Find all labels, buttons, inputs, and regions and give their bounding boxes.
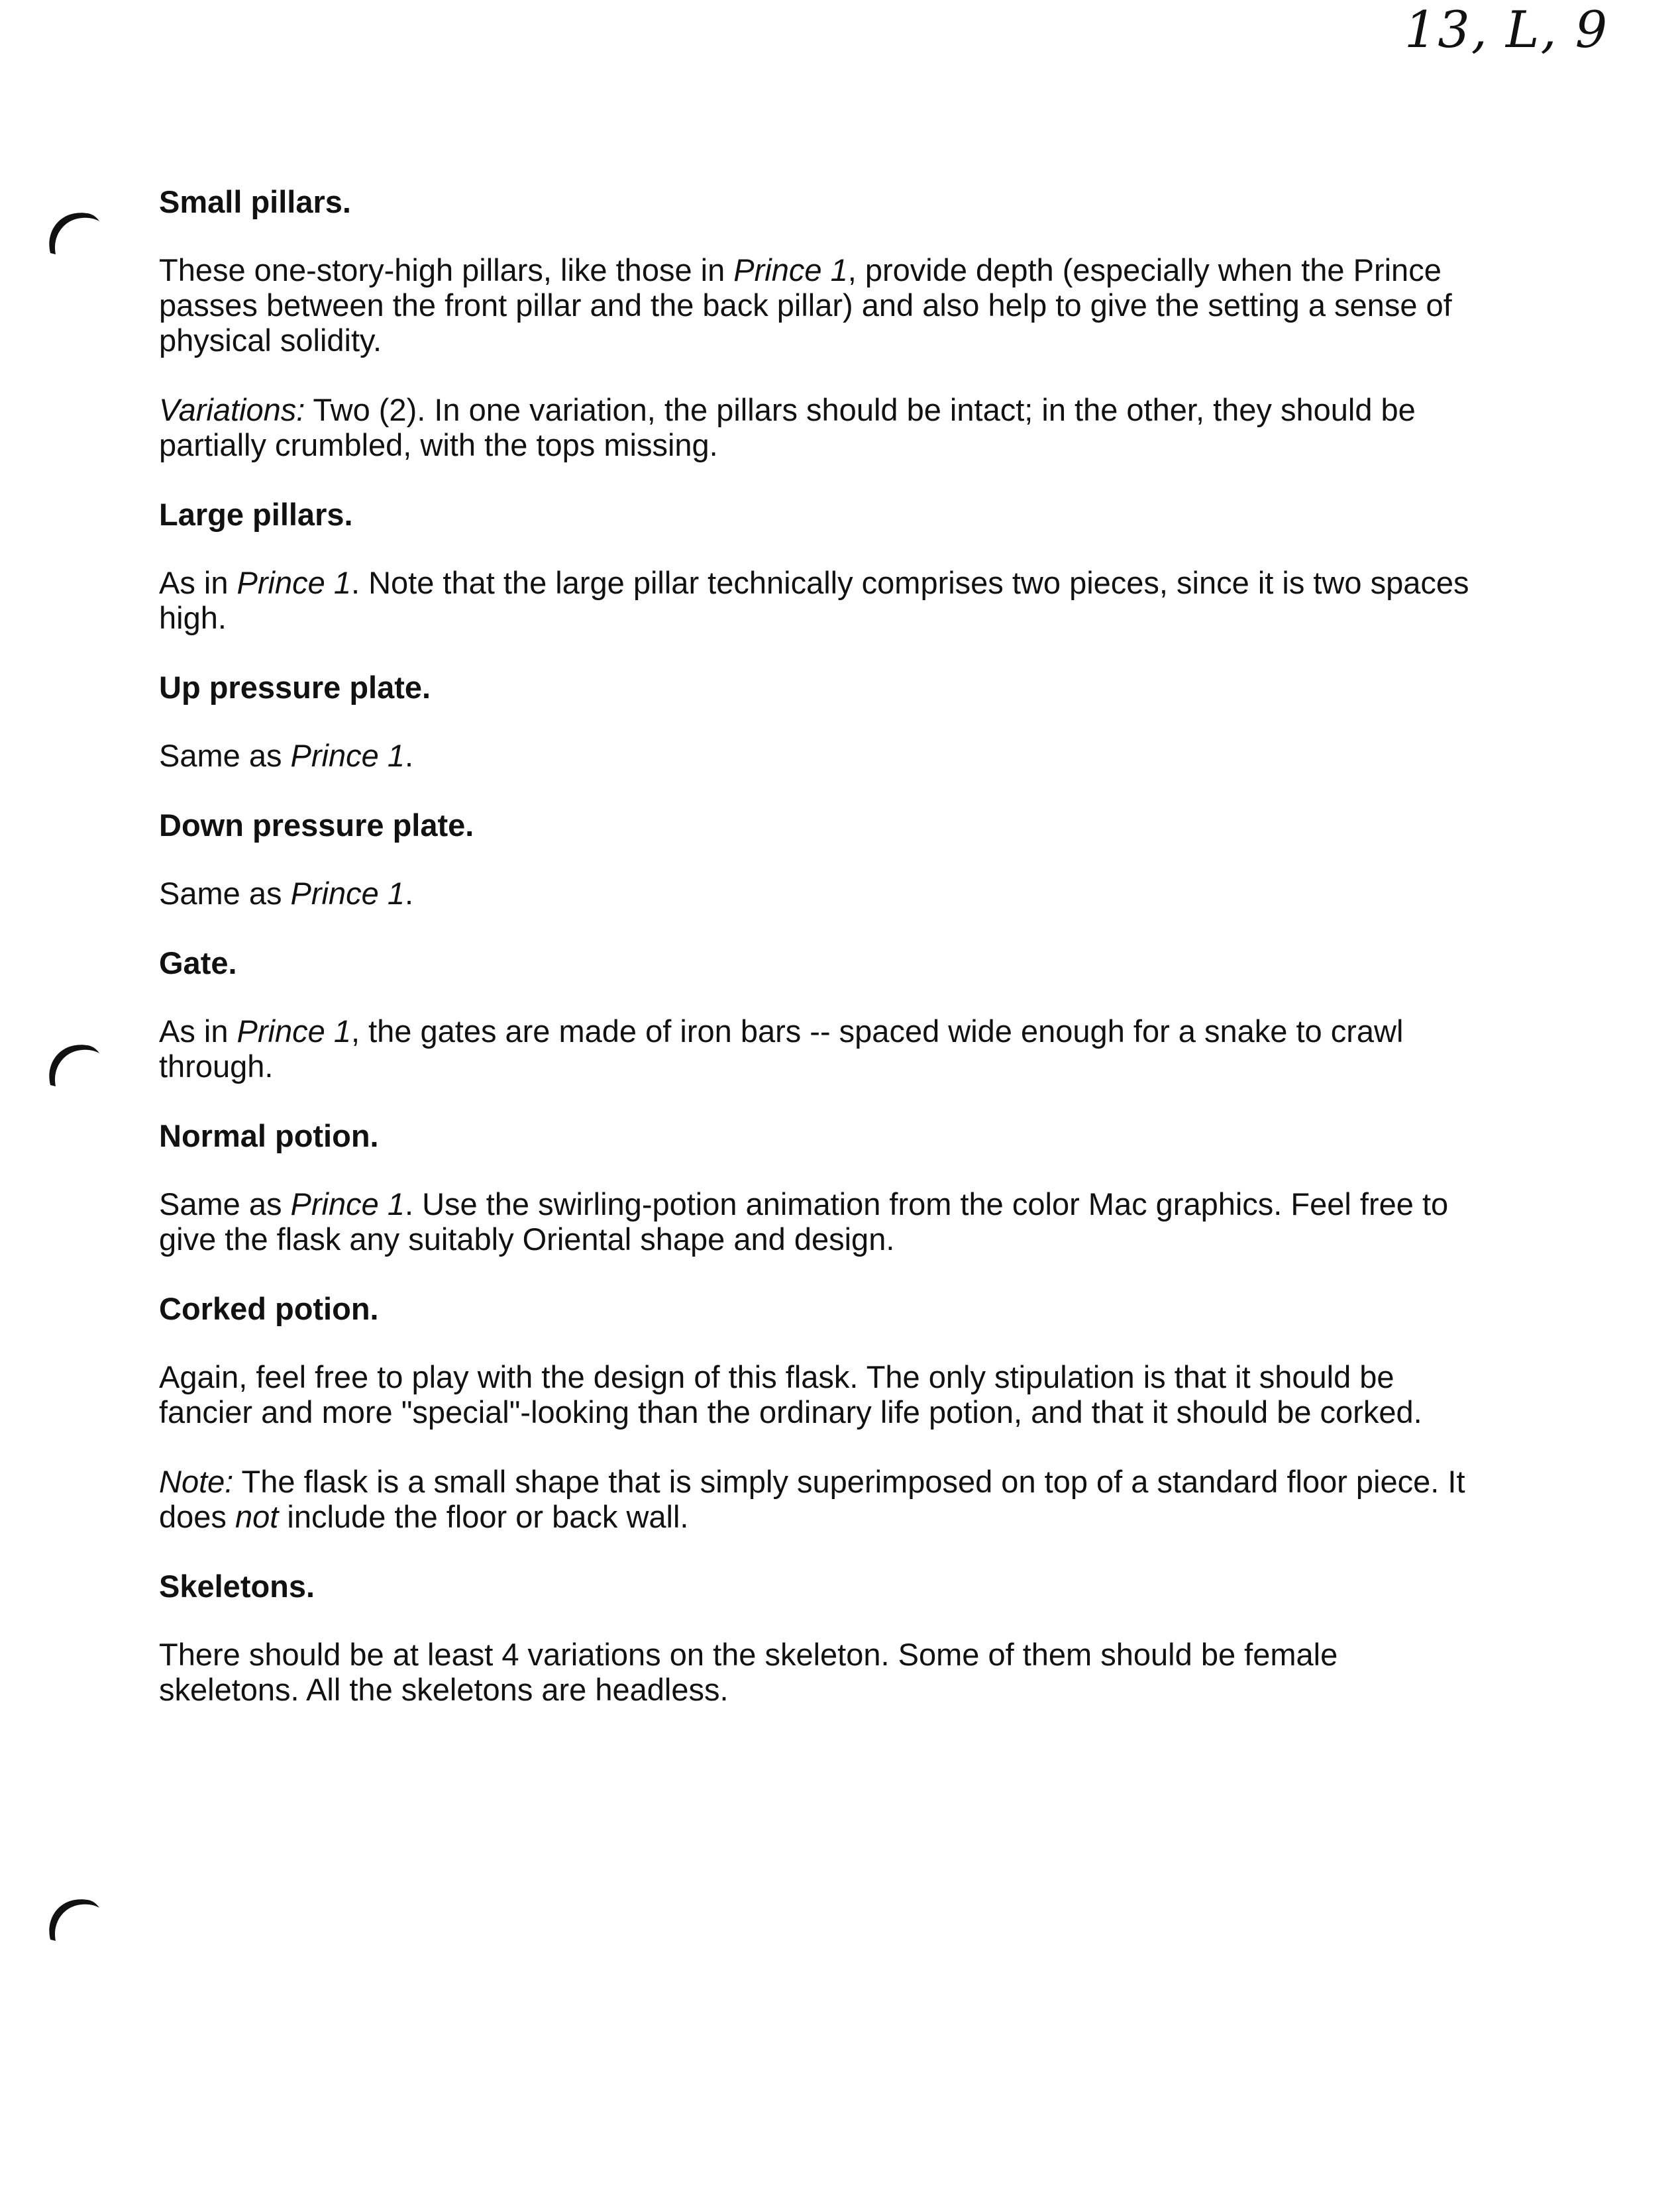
text-span: Same as bbox=[159, 876, 291, 911]
normal-potion-description bbox=[159, 1186, 1484, 1257]
skeletons-description bbox=[159, 1637, 1484, 1707]
emphasis-text: not bbox=[235, 1499, 279, 1534]
variations-label: Variations: bbox=[159, 392, 305, 427]
text-span: The flask is a small shape that is simply superimposed on top of a standard floor piece. It does bbox=[159, 1464, 1465, 1534]
text-span: As in bbox=[159, 1014, 237, 1049]
text-span: . bbox=[404, 876, 414, 911]
large-pillars-description bbox=[159, 565, 1484, 635]
hole-punch-mark bbox=[41, 1029, 102, 1090]
section-heading-down-pressure-plate: Down pressure plate. bbox=[159, 807, 474, 843]
section-heading-large-pillars: Large pillars. bbox=[159, 497, 353, 532]
text-paragraph: There should be at least 4 variations on the skeleton. Some of them should be female skeletons. All the skeletons are headless. bbox=[159, 1637, 1338, 1707]
text-span: , the gates are made of iron bars -- spaced wide enough for a snake to crawl through. bbox=[159, 1014, 1404, 1084]
down-pressure-plate-description bbox=[159, 876, 1484, 911]
small-pillars-variations bbox=[159, 392, 1484, 462]
hole-punch-mark bbox=[41, 1884, 102, 1945]
gate-description bbox=[159, 1014, 1484, 1084]
text-paragraph: Again, feel free to play with the design of this flask. The only stipulation is that it should be fancier and more "special"-looking than the ordinary life potion, and that it should be corked. bbox=[159, 1359, 1422, 1430]
text-span: Two (2). In one variation, the pillars should be intact; in the other, they should be partially crumbled, with the tops missing. bbox=[159, 392, 1416, 462]
document-body bbox=[159, 184, 1484, 1742]
text-span: , provide depth (especially when the Prince passes between the front pillar and the back pillar) and also help to give the setting a sense of physical solidity. bbox=[159, 252, 1452, 358]
text-span: Same as bbox=[159, 738, 291, 773]
game-title: Prince 1 bbox=[236, 1014, 351, 1049]
page-number: 13, L, 9 bbox=[1404, 0, 1609, 59]
text-span: As in bbox=[159, 565, 237, 600]
game-title: Prince 1 bbox=[733, 252, 848, 287]
section-heading-corked-potion: Corked potion. bbox=[159, 1291, 379, 1326]
note-label: Note: bbox=[159, 1464, 234, 1499]
text-span: . Use the swirling-potion animation from the color Mac graphics. Feel free to give the flask any suitably Oriental shape and design. bbox=[159, 1186, 1449, 1257]
game-title: Prince 1 bbox=[290, 876, 405, 911]
text-span: These one-story-high pillars, like those in bbox=[159, 252, 734, 287]
up-pressure-plate-description bbox=[159, 738, 1484, 773]
section-heading-up-pressure-plate: Up pressure plate. bbox=[159, 670, 431, 705]
corked-potion-description bbox=[159, 1359, 1484, 1430]
text-span: . Note that the large pillar technically comprises two pieces, since it is two spaces high. bbox=[159, 565, 1469, 635]
game-title: Prince 1 bbox=[236, 565, 351, 600]
section-heading-normal-potion: Normal potion. bbox=[159, 1118, 379, 1153]
game-title: Prince 1 bbox=[290, 738, 405, 773]
text-span: . bbox=[404, 738, 414, 773]
section-heading-small-pillars: Small pillars. bbox=[159, 184, 351, 219]
small-pillars-description bbox=[159, 252, 1484, 358]
text-span: Same as bbox=[159, 1186, 291, 1222]
section-heading-gate: Gate. bbox=[159, 945, 237, 980]
hole-punch-mark bbox=[41, 197, 102, 258]
game-title: Prince 1 bbox=[290, 1186, 405, 1222]
text-span: include the floor or back wall. bbox=[278, 1499, 689, 1534]
section-heading-skeletons: Skeletons. bbox=[159, 1569, 315, 1604]
corked-potion-note bbox=[159, 1464, 1484, 1534]
